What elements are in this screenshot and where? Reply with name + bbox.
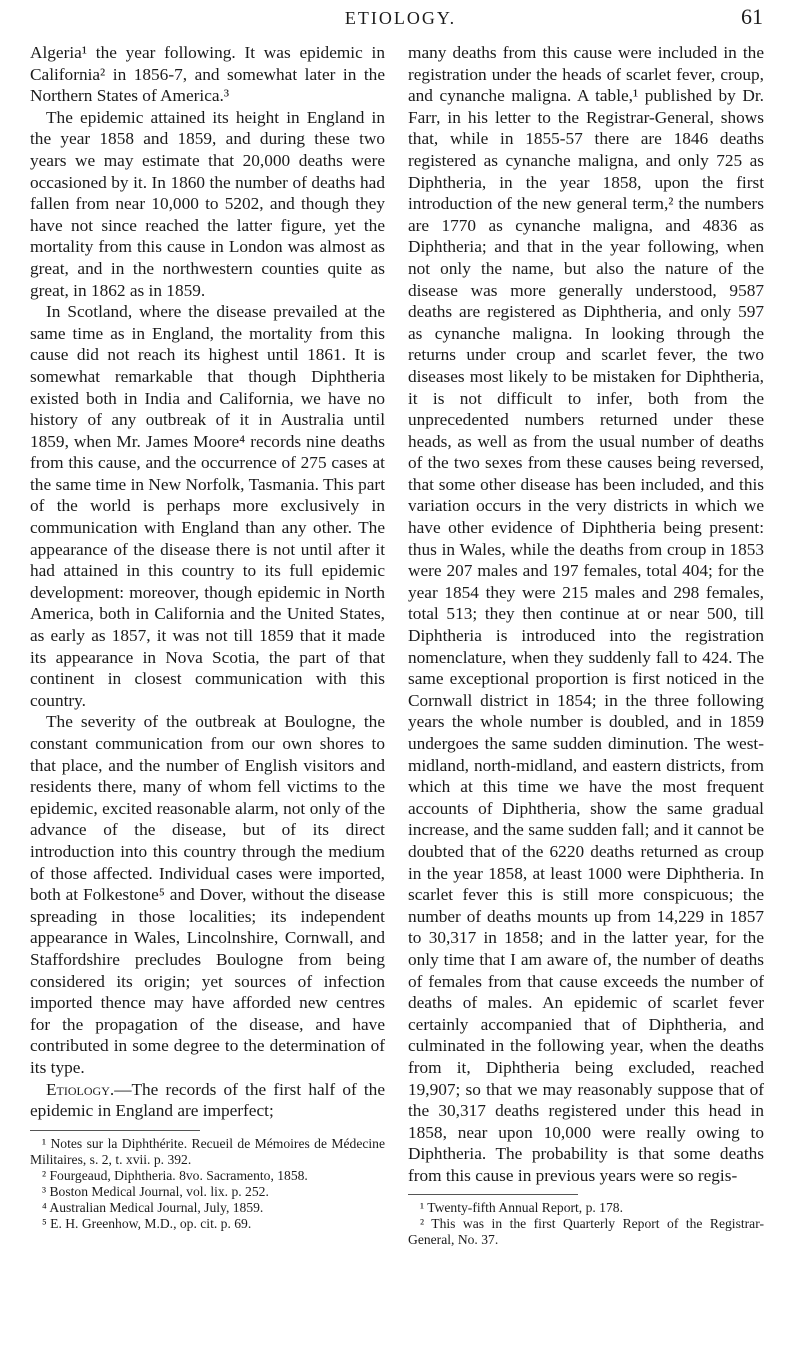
footnote: ¹ Twenty-fifth Annual Report, p. 178. [420, 1200, 623, 1216]
footnotes-left [30, 1136, 385, 1232]
running-title: ETIOLOGY. [344, 8, 457, 28]
paragraph: The severity of the outbreak at Boulogne, the constant communication from our own shores to that place, and the number of English visitors and residents there, many of whom fell victims to the epidemic, excited reasonable alarm, not only of the advance of the disease, but of its direct introduction into this country through the medium of those affected. Individual cases were imported, both at Folkestone⁵ and Dover, without the disease spreading in those localities; its independent appearance in Wales, Lincolnshire, Cornwall, and Staffordshire precludes Boulogne from being considered its origin; yet sources of infection imported thence may have afforded new centres for the propagation of the disease, and have contributed in some degree to the determination of its type. [30, 712, 385, 1077]
paragraph: Algeria¹ the year following. It was epidemic in California² in 1856-7, and somewhat later in the Northern States of America.³ [30, 43, 385, 106]
footnote: ⁵ E. H. Greenhow, M.D., op. cit. p. 69. [42, 1215, 252, 1231]
footnote-rule [408, 1194, 578, 1195]
footnote: ¹ Notes sur la Diphthérite. Recueil de Mémoires de Médecine Militaires, s. 2, t. xvii. p. 392. [30, 1135, 385, 1167]
section-heading: Etiology. [46, 1079, 115, 1099]
footnote: ³ Boston Medical Journal, vol. lix. p. 252. [42, 1183, 269, 1199]
footnote: ⁴ Australian Medical Journal, July, 1859. [42, 1199, 264, 1215]
paragraph: The epidemic attained its height in England in the year 1858 and 1859, and during these two years we may estimate that 20,000 deaths were occasioned by it. In 1860 the number of deaths had fallen from near 10,000 to 5202, and though they have not since reached the latter figure, yet the mortality from this cause in London was almost as great, and in the northwestern counties quite as great, in 1862 as in 1859. [30, 107, 385, 300]
right-column [408, 42, 764, 1248]
footnote: ² Fourgeaud, Diphtheria. 8vo. Sacramento, 1858. [42, 1167, 308, 1183]
footnote: ² This was in the first Quarterly Report of the Registrar-General, No. 37. [408, 1216, 764, 1248]
footnote-rule [30, 1130, 200, 1131]
paragraph: many deaths from this cause were included in the registration under the heads of scarlet fever, croup, and cynanche maligna. A table,¹ published by Dr. Farr, in his letter to the Registrar-General, shows that, while in 1855-57 there are 1846 deaths registered as cynanche maligna, and only 725 as Diphtheria, in the year 1858, upon the first introduction of the new general term,² the numbers are 1770 as cynanche maligna, and 4836 as Diphtheria; and that in the year following, when not only the name, but also the nature of the disease was more generally understood, 9587 deaths are registered as Diphtheria, and only 597 as cynanche maligna. In looking through the returns under croup and scarlet fever, the two diseases most likely to be mistaken for Diphtheria, it is not difficult to infer, both from the unprecedented numbers returned under these heads, as well as from the usual number of deaths of the two sexes from these causes being reversed, that some other disease has been included, and this variation occurs in the very districts in which we have other evidence of Diphtheria being present: thus in Wales, while the deaths from croup in 1853 were 207 males and 197 females, total 404; for the year 1854 they were 215 males and 298 females, total 513; they then continue at or near 500, till Diphtheria is introduced into the registration nomenclature, when they suddenly fall to 424. The same exceptional proportion is first noticed in the Cornwall district in 1854; in the three following years the whole number is doubled, and in 1859 undergoes the same sudden diminution. The west-midland, north-midland, and eastern districts, from which at this time we have the most frequent accounts of Diphtheria, show the same gradual increase, and the same sudden fall; and it cannot be doubted that of the 6220 deaths returned as croup in the year 1858, at least 1000 were Diphtheria. In scarlet fever this is still more conspicuous; the number of deaths mounts up from 14,229 in 1857 to 30,317 in 1858; and in the latter year, for the only time that I am aware of, the number of deaths of females from that cause exceeds the number of deaths of males. An epidemic of scarlet fever certainly accompanied that of Diphtheria, and culminated in the following year, when the deaths from it, Diphtheria being excluded, reached 19,907; so that we may reasonably suppose that of the 30,317 deaths registered under this head in 1858, near upon 10,000 were really owing to Diphtheria. The probability is that some deaths from this cause in previous years were so regis- [408, 43, 764, 1185]
left-column [30, 42, 385, 1232]
paragraph [30, 1079, 385, 1122]
paragraph-text: —The records of the first half of the epidemic in England are imperfect; [30, 1079, 385, 1121]
footnotes-right [408, 1200, 764, 1248]
page-number: 61 [741, 4, 763, 29]
running-head [0, 4, 801, 36]
paragraph: In Scotland, where the disease prevailed at the same time as in England, the mortality from this cause did not reach its highest until 1861. It is somewhat remarkable that though Diphtheria existed both in India and California, we have no history of any outbreak of it in Australia until 1859, when Mr. James Moore⁴ records nine deaths from this cause, and the occurrence of 275 cases at the same time in New Norfolk, Tasmania. This part of the world is perhaps more exclusively in communication with England than any other. The appearance of the disease there is not until after it had attained in this country to its full epidemic development: moreover, though epidemic in North America, both in California and the United States, as early as 1857, it was not till 1859 that it made its appearance in Nova Scotia, the part of that continent in closest communication with this country. [30, 302, 385, 710]
